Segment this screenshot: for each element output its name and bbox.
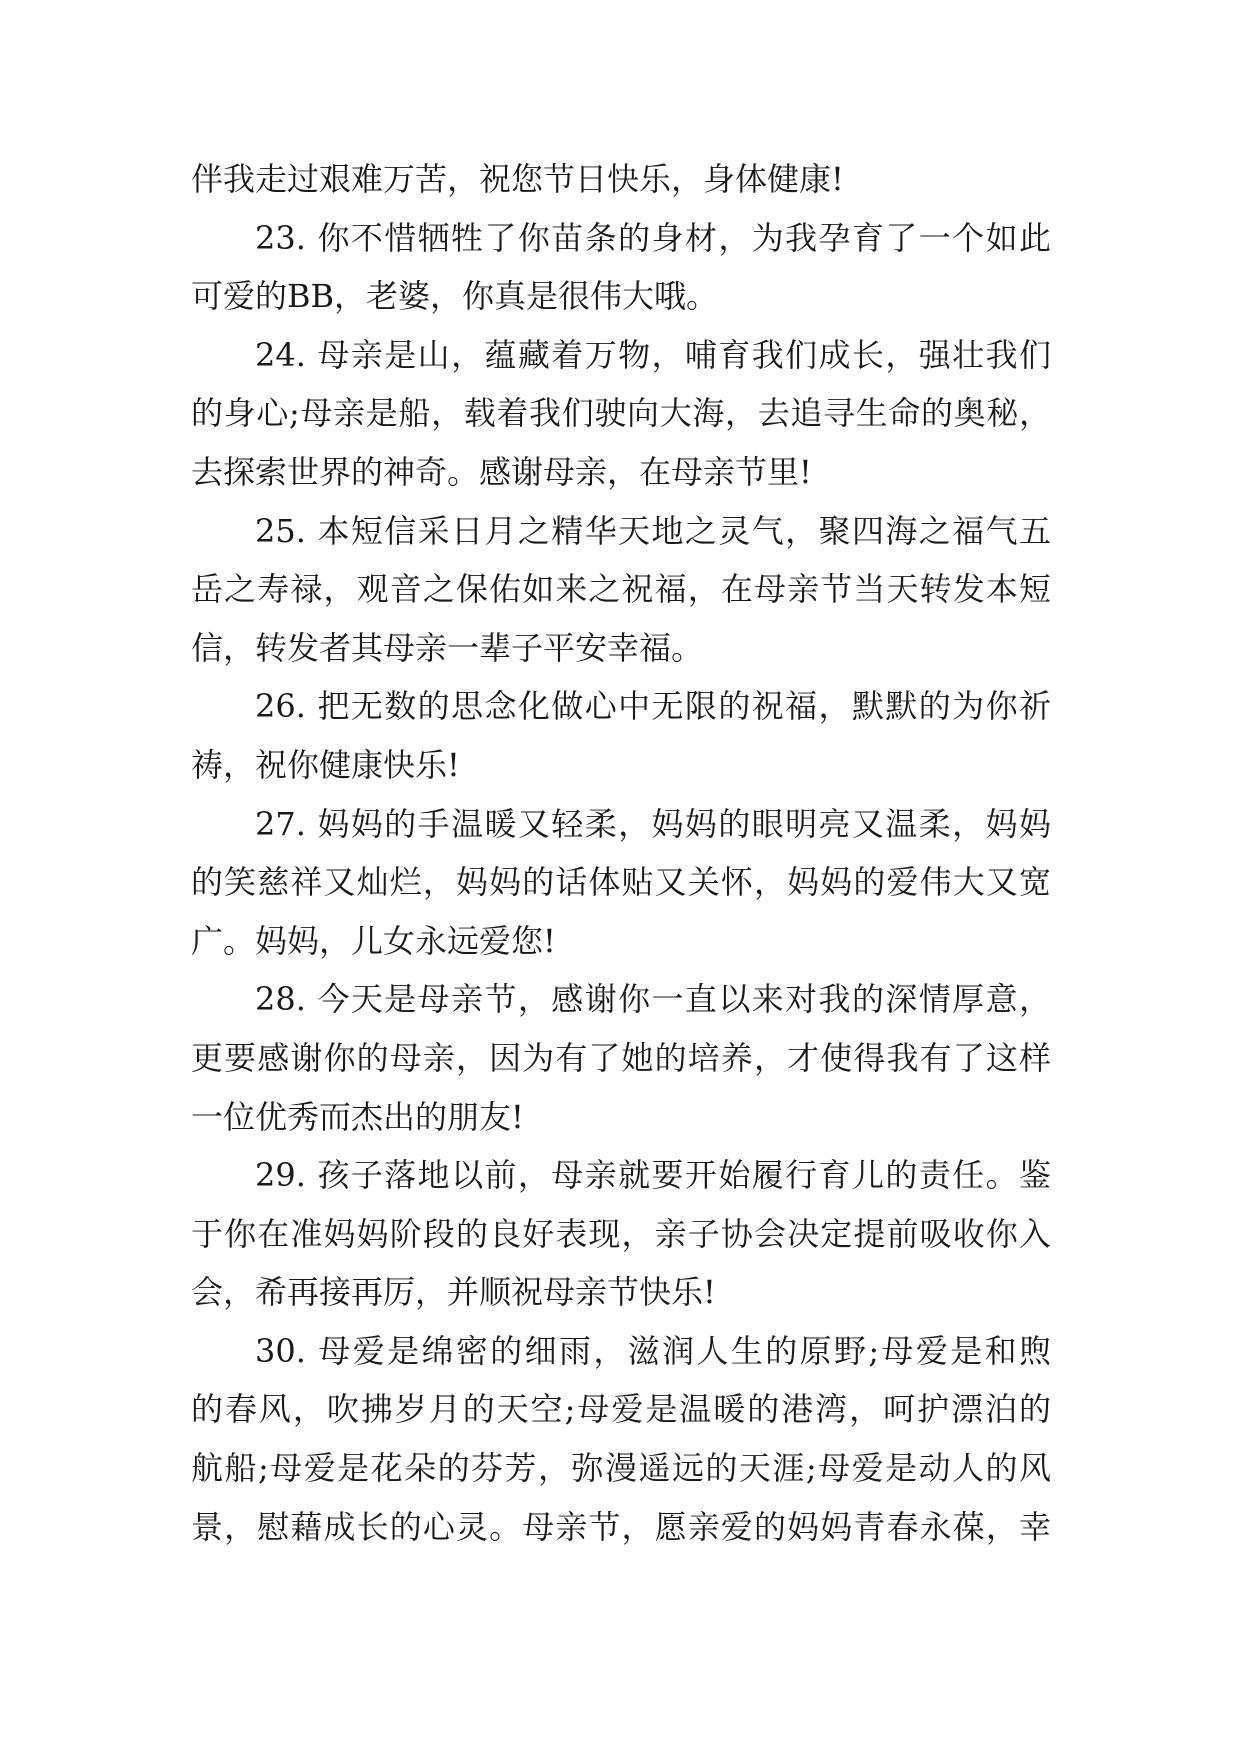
text-line: 航船;母爱是花朵的芬芳，弥漫遥远的天涯;母爱是动人的风: [191, 1449, 1051, 1488]
text-line: 28. 今天是母亲节，感谢你一直以来对我的深情厚意，: [255, 980, 1051, 1019]
paragraph: [191, 795, 1051, 971]
text-line: 的身心;母亲是船，载着我们驶向大海，去追寻生命的奥秘，: [191, 394, 1051, 433]
text-line: 30. 母爱是绵密的细雨，滋润人生的原野;母爱是和煦: [255, 1331, 1051, 1370]
text-line: 的笑慈祥又灿烂，妈妈的话体贴又关怀，妈妈的爱伟大又宽: [191, 863, 1051, 902]
text-line: 可爱的BB，老婆，你真是很伟大哦。: [191, 277, 719, 316]
text-line: 25. 本短信采日月之精华天地之灵气，聚四海之福气五: [255, 511, 1051, 550]
text-line: 一位优秀而杰出的朋友!: [191, 1097, 524, 1136]
text-line: 29. 孩子落地以前，母亲就要开始履行育儿的责任。鉴: [255, 1156, 1051, 1195]
text-line: 23. 你不惜牺牲了你苗条的身材，为我孕育了一个如此: [255, 218, 1051, 257]
paragraph: [191, 502, 1051, 678]
text-line: 伴我走过艰难万苦，祝您节日快乐，身体健康!: [191, 160, 844, 198]
text-line: 信，转发者其母亲一辈子平安幸福。: [191, 628, 704, 667]
text-line: 岳之寿禄，观音之保佑如来之祝福，在母亲节当天转发本短: [191, 570, 1051, 609]
text-line: 会，希再接再厉，并顺祝母亲节快乐!: [191, 1273, 716, 1312]
text-line: 广。妈妈，儿女永远爱您!: [191, 921, 556, 960]
text-line: 24. 母亲是山，蕴藏着万物，哺育我们成长，强壮我们: [255, 335, 1051, 374]
text-line: 的春风，吹拂岁月的天空;母爱是温暖的港湾，呵护漂泊的: [191, 1390, 1051, 1429]
paragraph: [191, 1322, 1051, 1556]
document-body: [191, 150, 1051, 1556]
text-line: 26. 把无数的思念化做心中无限的祝福，默默的为你祈: [255, 687, 1051, 726]
paragraph: [191, 677, 1051, 794]
text-line: 祷，祝你健康快乐!: [191, 745, 460, 784]
paragraph: [191, 970, 1051, 1146]
paragraph: [191, 326, 1051, 502]
text-line: 更要感谢你的母亲，因为有了她的培养，才使得我有了这样: [191, 1038, 1051, 1077]
text-line: 去探索世界的神奇。感谢母亲，在母亲节里!: [191, 452, 812, 491]
paragraph: [191, 209, 1051, 326]
paragraph: [191, 150, 1051, 209]
paragraph: [191, 1146, 1051, 1322]
text-line: 景，慰藉成长的心灵。母亲节，愿亲爱的妈妈青春永葆，幸: [191, 1507, 1051, 1546]
text-line: 27. 妈妈的手温暖又轻柔，妈妈的眼明亮又温柔，妈妈: [255, 804, 1051, 843]
text-line: 于你在准妈妈阶段的良好表现，亲子协会决定提前吸收你入: [191, 1214, 1051, 1253]
